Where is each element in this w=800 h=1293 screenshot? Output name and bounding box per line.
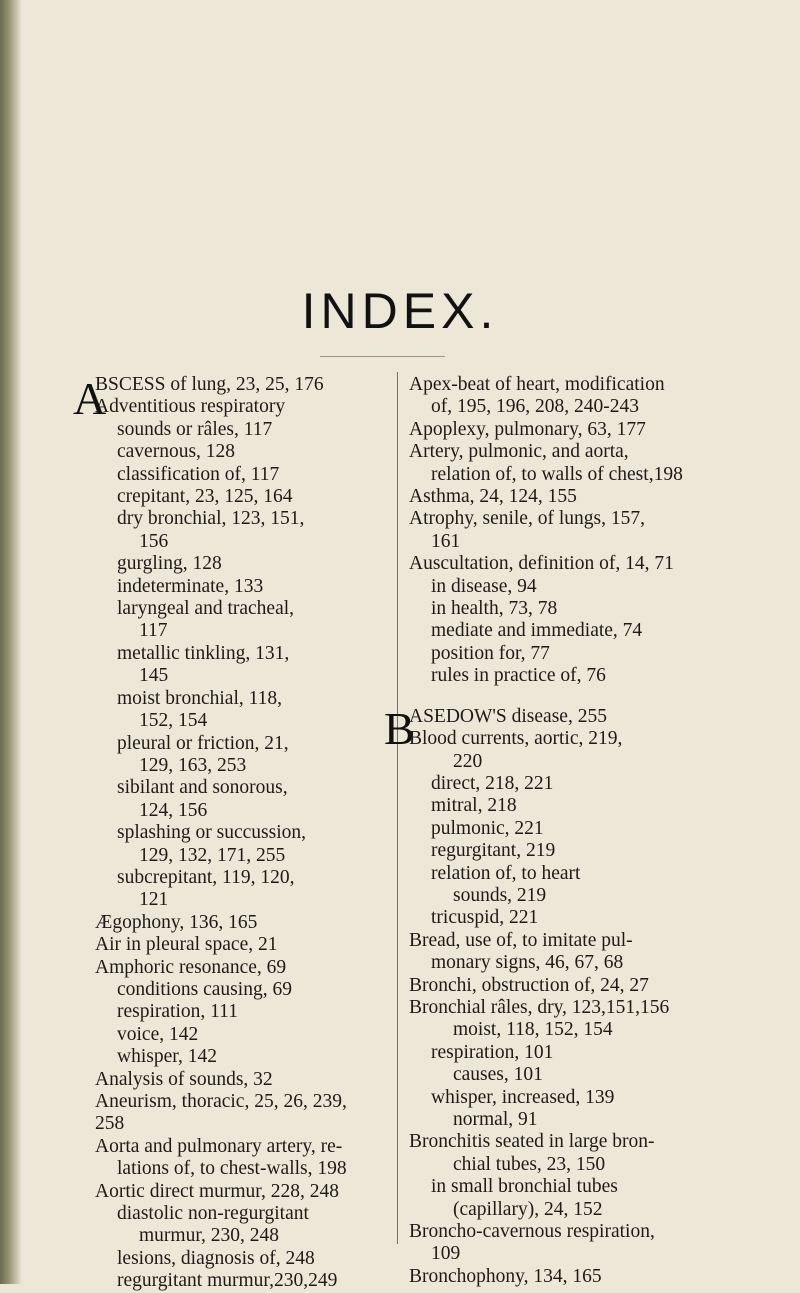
- index-entry-text: dry bronchial, 123, 151,: [117, 508, 305, 530]
- index-entry-text: moist, 118, 152, 154: [453, 1019, 613, 1041]
- index-entry: [95, 800, 395, 822]
- book-spine-shadow: [0, 0, 22, 1284]
- index-entry-text: voice, 142: [117, 1023, 199, 1045]
- index-entry-text: 161: [431, 530, 461, 552]
- index-entry: [409, 952, 759, 974]
- index-entry-text: Aorta and pulmonary artery, re-: [95, 1135, 343, 1157]
- index-entry-text: BSCESS of lung, 23, 25, 176: [95, 374, 324, 395]
- index-entry-text: Adventitious respiratory: [95, 396, 286, 418]
- index-entry-text: chial tubes, 23, 150: [453, 1153, 606, 1175]
- title-rule: [320, 356, 445, 357]
- index-entry-text: metallic tinkling, 131,: [117, 642, 290, 664]
- index-entry: [95, 1203, 395, 1225]
- index-entry-text: in small bronchial tubes: [431, 1176, 618, 1198]
- index-entry: [409, 1154, 759, 1176]
- index-entry: [409, 464, 759, 486]
- index-entry: [409, 508, 759, 530]
- index-entry: [95, 777, 395, 799]
- index-entry-text: pleural or friction, 21,: [117, 732, 289, 754]
- index-entry: [409, 1042, 759, 1064]
- index-entry-text: Apex-beat of heart, modification: [409, 374, 665, 395]
- index-entry: [95, 822, 395, 844]
- index-entry-text: Amphoric resonance, 69: [95, 956, 287, 978]
- index-entry-text: Atrophy, senile, of lungs, 157,: [409, 508, 645, 530]
- index-entry-text: ASEDOW'S disease, 255: [409, 705, 607, 727]
- index-entry-text: classification of, 117: [117, 463, 280, 485]
- index-entry-text: whisper, increased, 139: [431, 1086, 615, 1108]
- index-entry-text: whisper, 142: [117, 1046, 217, 1068]
- index-entry: [95, 620, 395, 642]
- index-entry-text: 129, 163, 253: [139, 754, 247, 776]
- index-entry: [95, 576, 395, 598]
- index-entry: [409, 975, 759, 997]
- index-entry: [95, 1001, 395, 1023]
- index-entry-text: 220: [453, 750, 483, 772]
- index-entry: [409, 818, 759, 840]
- index-entry-text: crepitant, 23, 125, 164: [117, 486, 293, 508]
- index-entry-text: relation of, to heart: [431, 862, 581, 884]
- index-entry-text: cavernous, 128: [117, 441, 236, 463]
- drop-initial: B: [384, 702, 415, 754]
- index-entry-text: Analysis of sounds, 32: [95, 1068, 273, 1090]
- index-entry: [409, 1087, 759, 1109]
- index-entry: [409, 441, 759, 463]
- index-entry: [409, 751, 759, 773]
- index-entry-text: (capillary), 24, 152: [453, 1198, 603, 1220]
- index-entry: [95, 1046, 395, 1068]
- index-entry: [95, 486, 395, 508]
- index-entry: [409, 1199, 759, 1221]
- index-entry-text: causes, 101: [453, 1064, 543, 1086]
- index-entry-text: normal, 91: [453, 1109, 538, 1130]
- index-entry-text: direct, 218, 221: [431, 772, 554, 794]
- index-entry-text: subcrepitant, 119, 120,: [117, 866, 295, 888]
- index-entry-text: Bronchi, obstruction of, 24, 27: [409, 974, 649, 996]
- index-column-left: [73, 373, 395, 1292]
- index-entry-text: mitral, 218: [431, 795, 517, 817]
- column-divider: [397, 372, 398, 1244]
- index-entry-text: in health, 73, 78: [431, 598, 558, 620]
- index-entry-text: tricuspid, 221: [431, 907, 539, 929]
- index-entry: [409, 419, 759, 441]
- index-entry: [95, 688, 395, 710]
- index-entry: [95, 665, 395, 687]
- index-entry: [409, 930, 759, 952]
- index-entry: [95, 912, 395, 934]
- index-entry-text: 258: [95, 1113, 125, 1135]
- index-entry: [409, 1266, 759, 1288]
- index-entry: [409, 374, 759, 396]
- drop-initial: A: [73, 373, 107, 424]
- index-entry-text: 129, 132, 171, 255: [139, 844, 286, 866]
- index-entry: [95, 1181, 395, 1203]
- index-entry-text: conditions causing, 69: [117, 978, 292, 1000]
- index-entry-text: sibilant and sonorous,: [117, 777, 288, 799]
- index-entry: [95, 934, 395, 956]
- index-entry: [95, 957, 395, 979]
- index-entry: [95, 710, 395, 732]
- index-entry-text: respiration, 111: [117, 1001, 238, 1023]
- index-entry: [95, 1248, 395, 1270]
- index-entry: [409, 885, 759, 907]
- index-entry: [95, 508, 395, 530]
- index-entry: [95, 1091, 395, 1113]
- index-entry: [95, 531, 395, 553]
- index-entry-text: rules in practice of, 76: [431, 665, 606, 687]
- index-entry-text: Broncho-cavernous respiration,: [409, 1221, 655, 1243]
- index-entry-text: Ægophony, 136, 165: [95, 911, 258, 933]
- index-entry: [409, 1019, 759, 1041]
- index-entry-text: regurgitant murmur,230,249: [117, 1270, 338, 1292]
- index-entry-text: sounds, 219: [453, 884, 547, 906]
- index-entry-text: Artery, pulmonic, and aorta,: [409, 441, 629, 463]
- index-entry-text: Bronchial râles, dry, 123,151,156: [409, 996, 670, 1018]
- index-entry: [95, 867, 395, 889]
- index-entry-text: sounds or râles, 117: [117, 418, 273, 440]
- index-entry: [409, 553, 759, 575]
- index-entry-text: Bronchitis seated in large bron-: [409, 1131, 655, 1153]
- index-entry: [95, 1270, 395, 1292]
- index-entry: [409, 396, 759, 418]
- index-entry-text: Air in pleural space, 21: [95, 934, 278, 956]
- index-entry: [95, 1136, 395, 1158]
- index-entry: [409, 531, 759, 553]
- index-entry: [95, 464, 395, 486]
- index-entry: [409, 1176, 759, 1198]
- index-entry-text: lations of, to chest-walls, 198: [117, 1158, 347, 1180]
- index-entry: [95, 441, 395, 463]
- index-entry-text: moist bronchial, 118,: [117, 687, 283, 709]
- index-entry-text: Blood currents, aortic, 219,: [409, 728, 623, 750]
- index-entry-text: relation of, to walls of chest,198: [431, 463, 683, 485]
- index-entry-text: 117: [139, 620, 168, 642]
- index-entry-text: 152, 154: [139, 710, 208, 732]
- index-entry: [409, 863, 759, 885]
- index-entry-text: Bronchophony, 134, 165: [409, 1265, 602, 1287]
- index-entry: [409, 598, 759, 620]
- index-entry-text: position for, 77: [431, 642, 550, 664]
- index-entry: [409, 907, 759, 929]
- index-entry-text: of, 195, 196, 208, 240-243: [431, 396, 639, 418]
- index-entry-text: 145: [139, 665, 169, 687]
- index-entry-text: 156: [139, 530, 169, 552]
- index-entry-text: 124, 156: [139, 799, 208, 821]
- index-entry: [409, 1131, 759, 1153]
- index-entry: [409, 1221, 759, 1243]
- index-entry: [409, 997, 759, 1019]
- index-entry: [409, 576, 759, 598]
- index-entry-text: lesions, diagnosis of, 248: [117, 1247, 315, 1269]
- index-entry-text: Bread, use of, to imitate pul-: [409, 929, 633, 951]
- index-entry: [95, 396, 395, 418]
- section-gap: [409, 688, 759, 706]
- index-entry: [95, 979, 395, 1001]
- index-entry: [95, 1024, 395, 1046]
- index-entry: [95, 1113, 395, 1135]
- index-entry: [409, 840, 759, 862]
- index-entry-text: murmur, 230, 248: [139, 1225, 280, 1247]
- index-entry: [409, 486, 759, 508]
- index-entry-text: indeterminate, 133: [117, 575, 264, 597]
- index-entry: [95, 553, 395, 575]
- index-entry-text: respiration, 101: [431, 1041, 554, 1063]
- index-entry-text: pulmonic, 221: [431, 817, 544, 839]
- index-entry-text: Asthma, 24, 124, 155: [409, 486, 577, 508]
- index-entry: [95, 733, 395, 755]
- index-entry: [95, 845, 395, 867]
- index-entry-text: mediate and immediate, 74: [431, 620, 643, 642]
- index-entry: [409, 773, 759, 795]
- index-entry: [95, 643, 395, 665]
- index-entry: [95, 889, 395, 911]
- index-entry-text: splashing or succussion,: [117, 822, 307, 844]
- index-entry-text: 121: [139, 889, 169, 911]
- index-entry-text: Apoplexy, pulmonary, 63, 177: [409, 418, 646, 440]
- index-entry: [409, 1243, 759, 1265]
- index-entry: [95, 419, 395, 441]
- index-entry: [95, 1158, 395, 1180]
- index-entry-text: laryngeal and tracheal,: [117, 598, 295, 620]
- index-entry: [95, 598, 395, 620]
- index-entry-text: Auscultation, definition of, 14, 71: [409, 553, 674, 575]
- index-entry: [409, 665, 759, 687]
- index-entry: [95, 1069, 395, 1091]
- index-entry-text: gurgling, 128: [117, 553, 222, 575]
- index-entry: [409, 643, 759, 665]
- index-entry-text: regurgitant, 219: [431, 840, 556, 862]
- index-entry: [95, 1225, 395, 1247]
- index-entry-text: monary signs, 46, 67, 68: [431, 952, 624, 974]
- index-entry: [409, 1109, 759, 1131]
- index-entry-text: diastolic non-regurgitant: [117, 1203, 309, 1225]
- index-entry-text: Aortic direct murmur, 228, 248: [95, 1180, 339, 1202]
- page-title: INDEX.: [301, 283, 499, 339]
- index-entry-text: Aneurism, thoracic, 25, 26, 239,: [95, 1091, 347, 1112]
- index-entry-text: in disease, 94: [431, 575, 537, 597]
- index-entry: [409, 728, 759, 750]
- index-column-right: [384, 374, 759, 1287]
- index-entry: [409, 795, 759, 817]
- index-entry-text: 109: [431, 1243, 461, 1265]
- index-entry: [409, 1064, 759, 1086]
- index-entry: [409, 620, 759, 642]
- index-entry: [95, 755, 395, 777]
